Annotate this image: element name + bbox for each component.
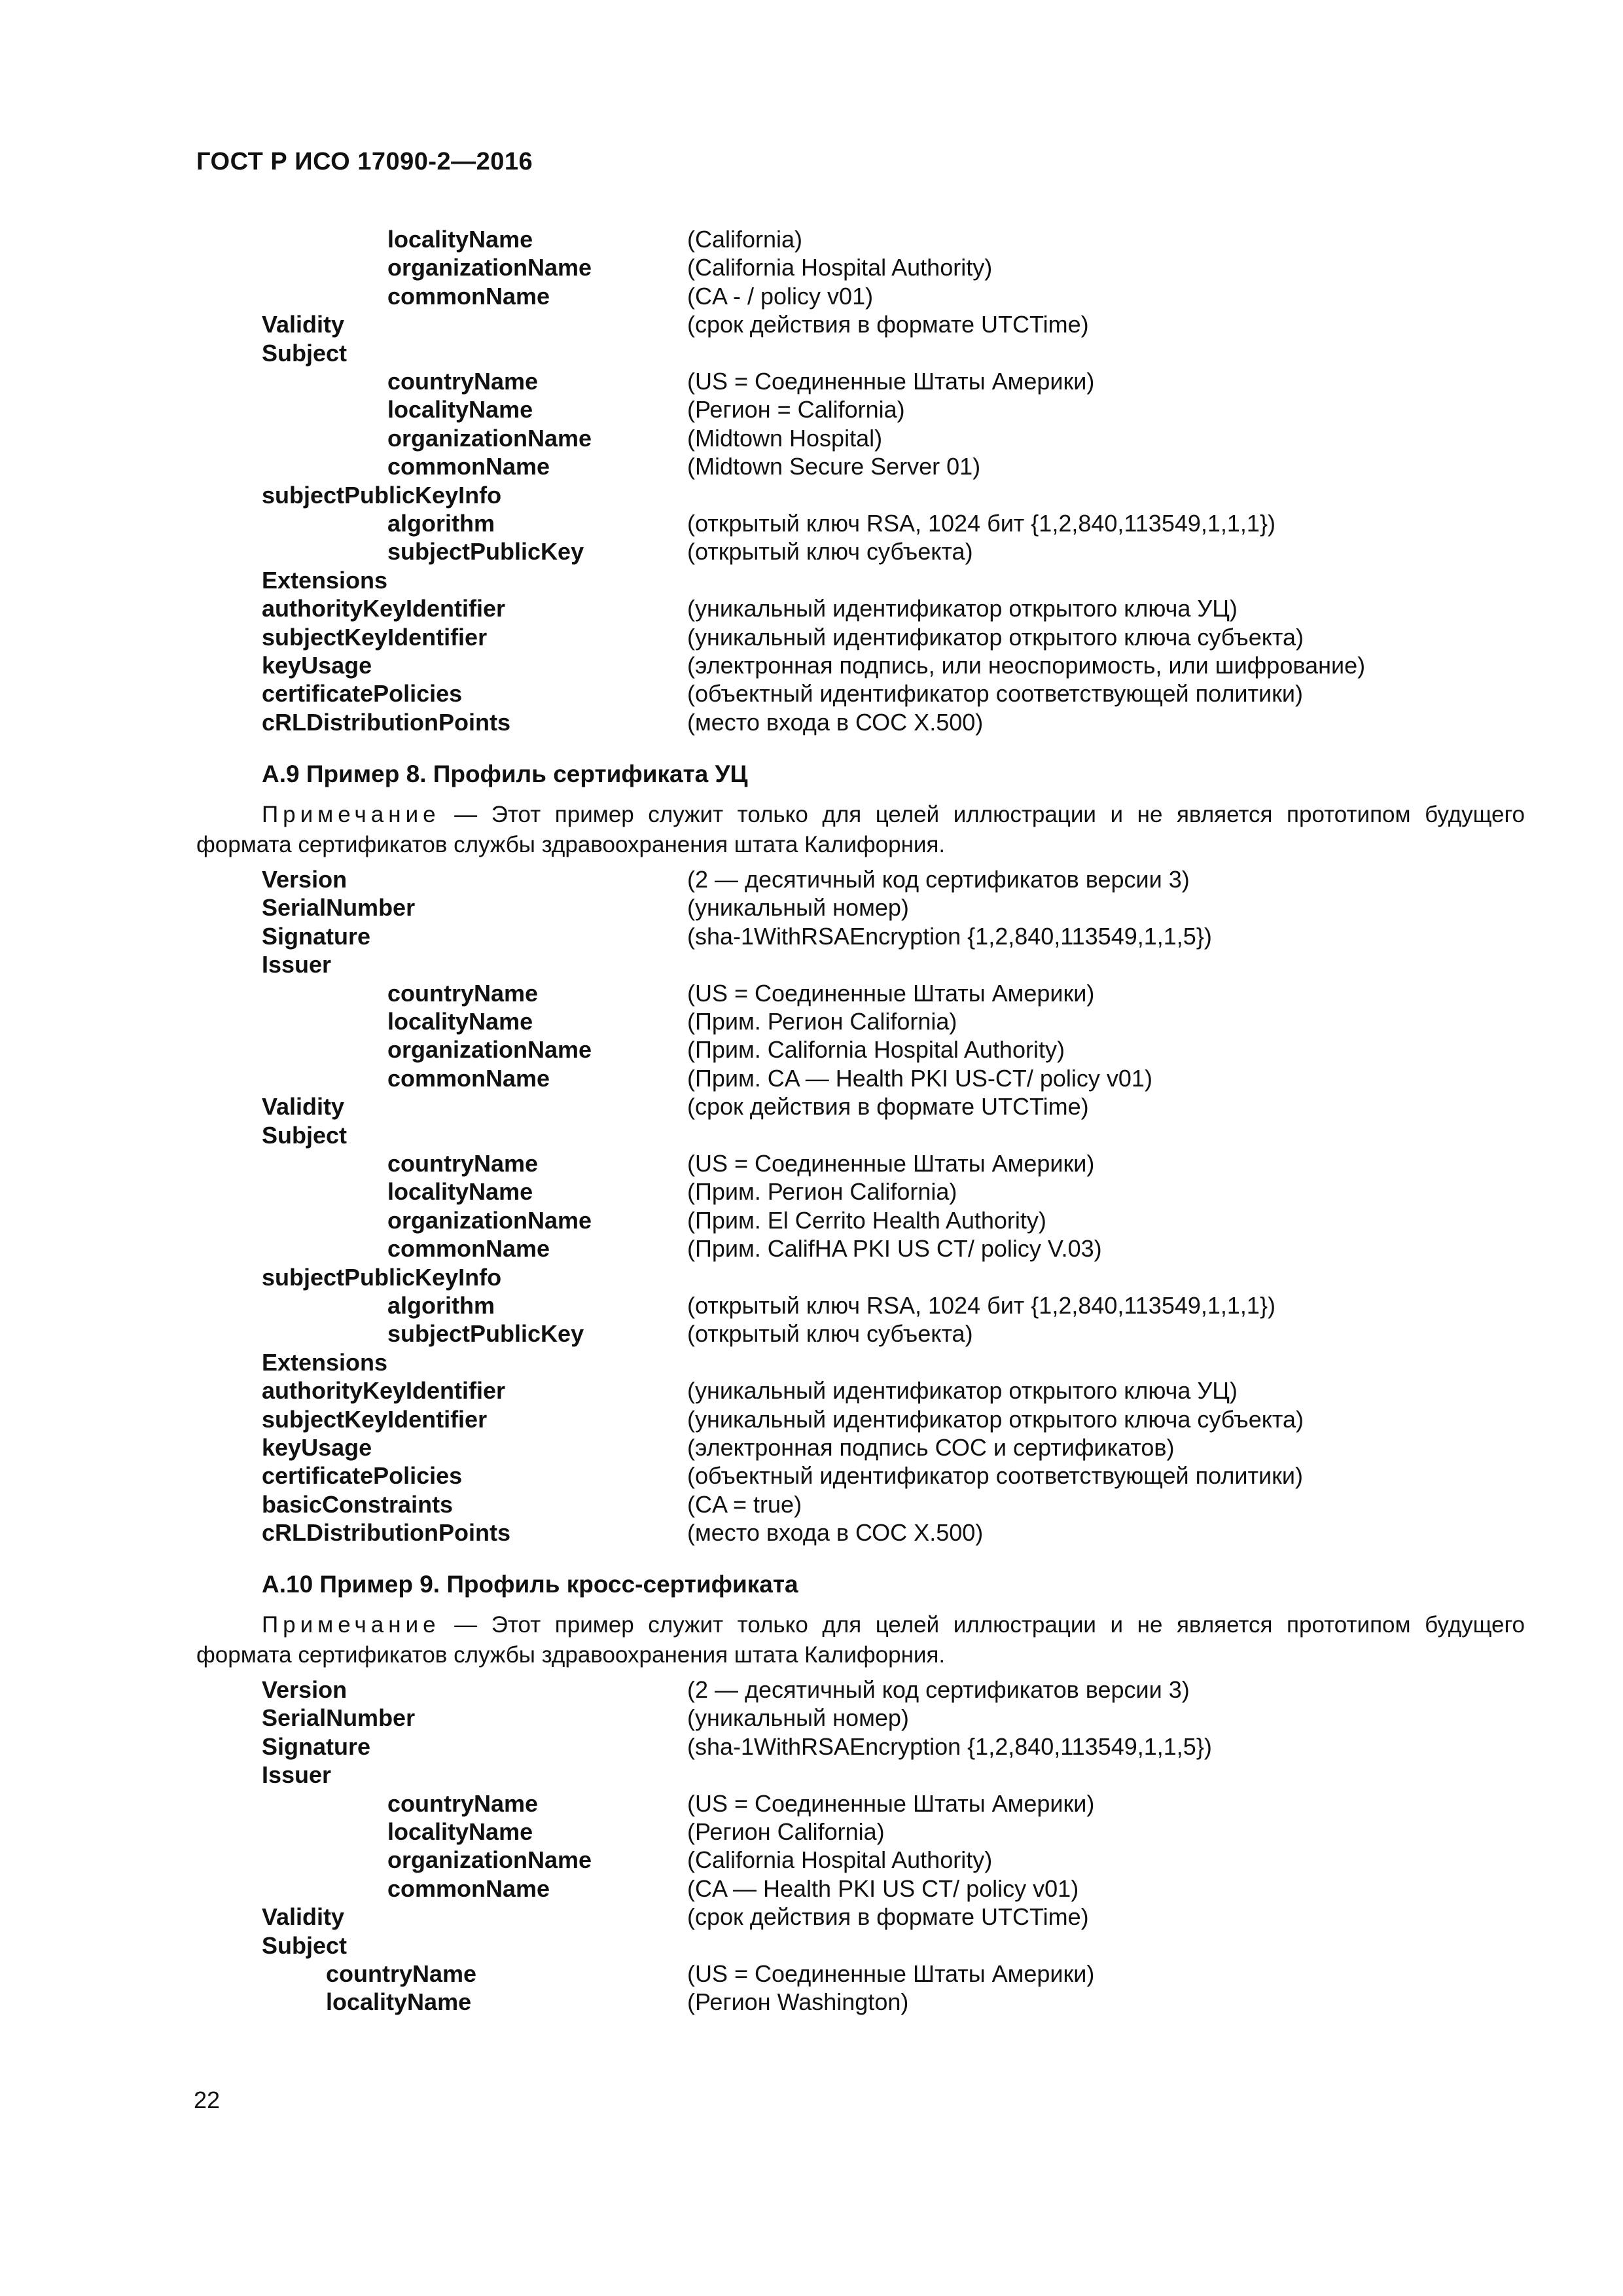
field-name: organizationName	[387, 1036, 592, 1064]
field-value: (срок действия в формате UTCTime)	[687, 1093, 1089, 1121]
field-name: authorityKeyIdentifier	[262, 1377, 506, 1405]
field-name: algorithm	[387, 1292, 495, 1319]
field-name: subjectPublicKey	[387, 538, 584, 565]
section-a9-note	[196, 800, 1525, 860]
field-value: (открытый ключ RSA, 1024 бит {1,2,840,113549,1,1,1})	[687, 510, 1275, 537]
field-name: commonName	[387, 1874, 550, 1902]
field-value: (Midtown Hospital)	[687, 424, 883, 452]
field-value: (место входа в СОС Х.500)	[687, 708, 984, 736]
field-row	[0, 1263, 1623, 1292]
field-value: (California)	[687, 226, 803, 253]
field-row	[0, 1064, 1623, 1093]
field-name: subjectKeyIdentifier	[262, 623, 488, 651]
field-value: (электронная подпись СОС и сертификатов)	[687, 1434, 1175, 1461]
field-value: (уникальный идентификатор открытого ключа УЦ)	[687, 1377, 1238, 1405]
field-name: algorithm	[387, 510, 495, 537]
field-value: (US = Соединенные Штаты Америки)	[687, 1150, 1095, 1177]
field-value: (US = Соединенные Штаты Америки)	[687, 1960, 1095, 1987]
field-value: (объектный идентификатор соответствующей политики)	[687, 680, 1303, 708]
field-row	[0, 979, 1623, 1008]
field-row	[0, 310, 1623, 339]
field-row	[0, 865, 1623, 894]
field-value: (Регион California)	[687, 1818, 885, 1845]
field-row	[0, 1376, 1623, 1405]
field-row	[0, 679, 1623, 708]
field-value: (уникальный номер)	[687, 1704, 909, 1732]
field-name: subjectPublicKeyInfo	[262, 1263, 502, 1291]
field-row	[0, 1818, 1623, 1846]
field-row	[0, 424, 1623, 453]
field-value: (объектный идентификатор соответствующей политики)	[687, 1462, 1303, 1490]
field-value: (2 — десятичный код сертификатов версии 3)	[687, 1676, 1190, 1703]
field-value: (открытый ключ RSA, 1024 бит {1,2,840,113549,1,1,1})	[687, 1292, 1275, 1319]
field-value: (sha-1WithRSAEncryption {1,2,840,113549,1,1,5})	[687, 922, 1212, 950]
field-row	[0, 282, 1623, 311]
field-row	[0, 1149, 1623, 1178]
field-name: countryName	[387, 368, 539, 395]
field-row	[0, 1676, 1623, 1704]
field-name: SerialNumber	[262, 894, 416, 922]
field-row	[0, 1490, 1623, 1519]
field-row	[0, 623, 1623, 652]
note-label: Примечание	[262, 802, 440, 827]
field-row	[0, 1291, 1623, 1320]
field-value: (уникальный идентификатор открытого ключа субъекта)	[687, 1405, 1304, 1433]
field-row	[0, 1846, 1623, 1874]
field-value: (срок действия в формате UTCTime)	[687, 1903, 1089, 1931]
field-row	[0, 1903, 1623, 1931]
field-row	[0, 1092, 1623, 1121]
field-value: (Прим. CA — Health PKI US-CT/ policy v01)	[687, 1064, 1152, 1092]
field-value: (Прим. El Cerrito Health Authority)	[687, 1206, 1046, 1234]
field-row	[0, 1732, 1623, 1761]
field-row	[0, 651, 1623, 680]
field-value: (Регион = California)	[687, 396, 905, 423]
document-header: ГОСТ Р ИСО 17090-2—2016	[196, 148, 533, 175]
field-name: subjectPublicKeyInfo	[262, 481, 502, 509]
field-row	[0, 1988, 1623, 2017]
field-name: Subject	[262, 339, 348, 367]
field-row	[0, 1874, 1623, 1903]
field-value: (Прим. Регион California)	[687, 1178, 957, 1206]
field-name: Issuer	[262, 1761, 332, 1789]
field-value: (открытый ключ субъекта)	[687, 1320, 973, 1348]
field-row	[0, 253, 1623, 282]
field-value: (CA - / policy v01)	[687, 282, 874, 310]
field-row	[0, 1121, 1623, 1150]
field-value: (уникальный идентификатор открытого ключа УЦ)	[687, 595, 1238, 622]
field-name: Validity	[262, 1903, 345, 1931]
field-value: (Midtown Secure Server 01)	[687, 453, 981, 480]
field-row	[0, 1348, 1623, 1377]
field-value: (sha-1WithRSAEncryption {1,2,840,113549,1,1,5})	[687, 1732, 1212, 1760]
field-row	[0, 893, 1623, 922]
field-name: commonName	[387, 453, 550, 480]
section-a10-title: А.10 Пример 9. Профиль кросс-сертификата	[262, 1571, 798, 1598]
field-name: certificatePolicies	[262, 680, 463, 708]
field-name: Subject	[262, 1121, 348, 1149]
field-row	[0, 594, 1623, 623]
field-name: Extensions	[262, 566, 388, 594]
field-value: (место входа в СОС Х.500)	[687, 1519, 984, 1547]
field-name: Version	[262, 866, 348, 893]
field-name: subjectPublicKey	[387, 1320, 584, 1348]
field-name: Subject	[262, 1931, 348, 1959]
field-value: (открытый ключ субъекта)	[687, 538, 973, 565]
note-text: — Этот пример служит только для целей иллюстрации и не является прототипом будущего формата сертификатов службы здравоохранения штата Калифорния.	[196, 1612, 1525, 1668]
field-name: authorityKeyIdentifier	[262, 595, 506, 622]
field-row	[0, 1405, 1623, 1434]
field-name: localityName	[387, 1008, 533, 1035]
field-name: countryName	[387, 1150, 539, 1177]
field-name: organizationName	[387, 1846, 592, 1874]
field-value: (срок действия в формате UTCTime)	[687, 311, 1089, 338]
field-name: basicConstraints	[262, 1490, 454, 1518]
field-row	[0, 922, 1623, 951]
field-value: (CA — Health PKI US CT/ policy v01)	[687, 1874, 1079, 1902]
field-name: localityName	[387, 1818, 533, 1845]
section-a10-note	[196, 1610, 1525, 1670]
field-row	[0, 395, 1623, 424]
field-name: cRLDistributionPoints	[262, 708, 510, 736]
field-row	[0, 1518, 1623, 1547]
field-name: organizationName	[387, 1206, 592, 1234]
field-name: keyUsage	[262, 1434, 372, 1461]
field-value: (2 — десятичный код сертификатов версии 3)	[687, 866, 1190, 893]
field-row	[0, 1960, 1623, 1988]
field-name: Version	[262, 1676, 348, 1703]
field-value: (электронная подпись, или неоспоримость, или шифрование)	[687, 652, 1366, 679]
field-row	[0, 339, 1623, 368]
field-name: Signature	[262, 922, 371, 950]
field-name: commonName	[387, 1064, 550, 1092]
field-name: certificatePolicies	[262, 1462, 463, 1490]
field-value: (California Hospital Authority)	[687, 254, 993, 281]
field-row	[0, 367, 1623, 396]
field-value: (Прим. CalifHA PKI US CT/ policy V.03)	[687, 1235, 1102, 1263]
field-row	[0, 566, 1623, 595]
field-row	[0, 1433, 1623, 1462]
field-value: (California Hospital Authority)	[687, 1846, 993, 1874]
field-name: countryName	[387, 979, 539, 1007]
field-name: Extensions	[262, 1348, 388, 1376]
field-name: localityName	[387, 226, 533, 253]
field-name: subjectKeyIdentifier	[262, 1405, 488, 1433]
field-name: countryName	[387, 1789, 539, 1817]
field-name: Validity	[262, 1093, 345, 1121]
field-name: localityName	[387, 1178, 533, 1206]
field-name: localityName	[387, 396, 533, 423]
field-name: organizationName	[387, 424, 592, 452]
field-name: keyUsage	[262, 652, 372, 679]
field-name: SerialNumber	[262, 1704, 416, 1732]
page-number: 22	[194, 2087, 221, 2113]
field-row	[0, 1462, 1623, 1490]
field-name: organizationName	[387, 254, 592, 281]
field-row	[0, 1931, 1623, 1960]
field-row	[0, 1319, 1623, 1348]
field-row	[0, 1035, 1623, 1064]
field-row	[0, 481, 1623, 510]
field-row	[0, 1177, 1623, 1206]
field-value: (уникальный идентификатор открытого ключа субъекта)	[687, 623, 1304, 651]
field-name: cRLDistributionPoints	[262, 1519, 510, 1547]
field-row	[0, 1761, 1623, 1789]
field-name: localityName	[326, 1988, 472, 2016]
field-row	[0, 708, 1623, 737]
field-row	[0, 225, 1623, 254]
field-name: Issuer	[262, 951, 332, 978]
field-row	[0, 950, 1623, 979]
field-row	[0, 537, 1623, 566]
field-name: countryName	[326, 1960, 477, 1987]
field-name: Signature	[262, 1732, 371, 1760]
field-row	[0, 1007, 1623, 1036]
field-name: Validity	[262, 311, 345, 338]
field-value: (US = Соединенные Штаты Америки)	[687, 368, 1095, 395]
field-row	[0, 1704, 1623, 1732]
field-row	[0, 1206, 1623, 1235]
field-row	[0, 452, 1623, 481]
field-value: (Прим. Регион California)	[687, 1008, 957, 1035]
field-row	[0, 509, 1623, 538]
field-row	[0, 1789, 1623, 1818]
note-label: Примечание	[262, 1612, 440, 1638]
field-name: commonName	[387, 1235, 550, 1263]
field-value: (Прим. California Hospital Authority)	[687, 1036, 1065, 1064]
field-value: (US = Соединенные Штаты Америки)	[687, 979, 1095, 1007]
field-value: (US = Соединенные Штаты Америки)	[687, 1789, 1095, 1817]
field-row	[0, 1234, 1623, 1263]
field-name: commonName	[387, 282, 550, 310]
field-value: (уникальный номер)	[687, 894, 909, 922]
section-a9-title: А.9 Пример 8. Профиль сертификата УЦ	[262, 761, 748, 787]
field-value: (CA = true)	[687, 1490, 802, 1518]
note-text: — Этот пример служит только для целей иллюстрации и не является прототипом будущего формата сертификатов службы здравоохранения штата Калифорния.	[196, 802, 1525, 857]
field-value: (Регион Washington)	[687, 1988, 909, 2016]
